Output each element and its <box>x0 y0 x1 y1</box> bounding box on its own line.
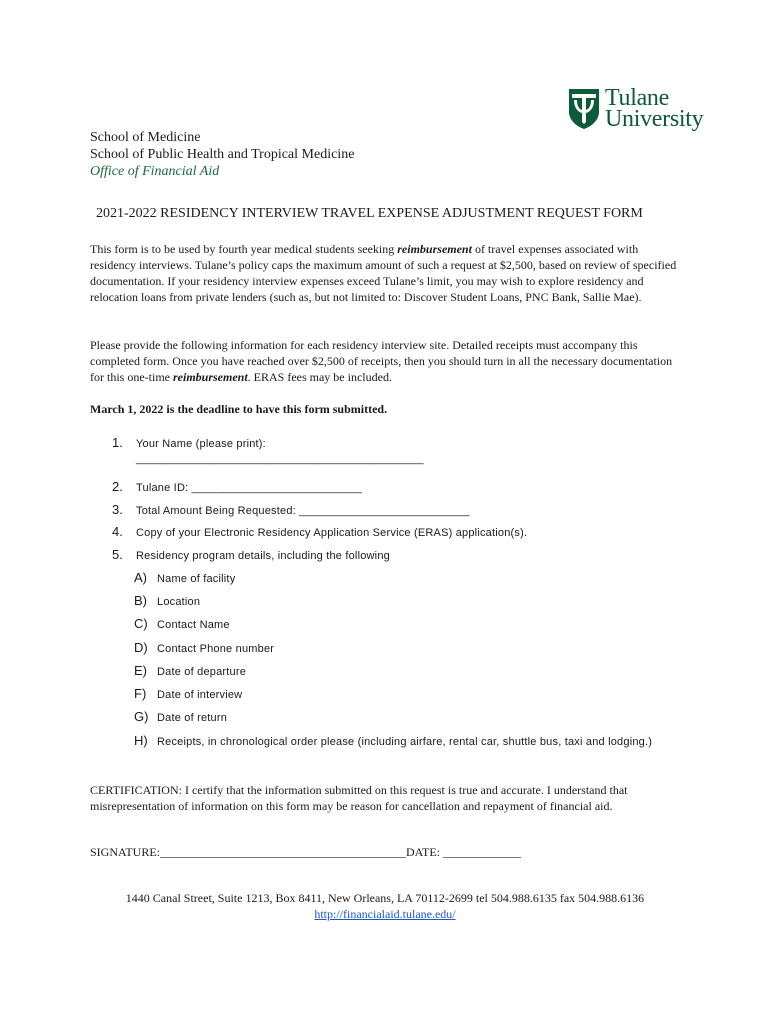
instructions-text-2: . ERAS fees may be included. <box>247 370 392 384</box>
school-header <box>90 129 354 180</box>
item-number: 4. <box>112 524 123 539</box>
list-item <box>112 479 362 494</box>
school-of-medicine: School of Medicine <box>90 130 201 145</box>
sub-item-letter: F) <box>134 686 147 701</box>
intro-text-1: This form is to be used by fourth year medical students seeking <box>90 242 398 256</box>
tulane-shield-icon <box>568 88 600 130</box>
sub-item-letter: A) <box>134 570 147 585</box>
instructions-paragraph <box>90 337 680 385</box>
sub-list-item <box>134 663 246 678</box>
certification-statement: CERTIFICATION: I certify that the information submitted on this request is true and accurate. I understand that misrepresentation of information on this form may be reason for cancellation and repayment of financial aid. <box>90 783 628 813</box>
sub-item-text: Name of facility <box>157 573 236 585</box>
sub-list-item <box>134 733 652 748</box>
sub-item-letter: D) <box>134 640 148 655</box>
list-item <box>112 547 390 562</box>
sub-item-text: Receipts, in chronological order please (including airfare, rental car, shuttle bus, taxi and lodging.) <box>157 736 653 748</box>
list-item <box>112 502 470 517</box>
school-of-public-health: School of Public Health and Tropical Medicine <box>90 147 355 162</box>
sub-item-letter: H) <box>134 733 148 748</box>
financial-aid-link[interactable]: http://financialaid.tulane.edu/ <box>314 907 456 921</box>
list-item <box>112 524 527 539</box>
office-of-financial-aid: Office of Financial Aid <box>90 164 220 179</box>
intro-text-2: of travel expenses associated with residency interviews. Tulane’s policy caps the maximum amount of such a request at $2,500, based on review of specified documentation. If your residency interview expenses exceed Tulane’s limit, you may wish to explore residency and relocation loans from private lenders (such as, but not limited to: Discover Student Loans, PNC Bank, Sallie Mae). <box>90 242 677 304</box>
sub-list-item <box>134 686 242 701</box>
tulane-logo <box>568 85 704 132</box>
sub-list-item <box>134 640 274 655</box>
name-blank-line: _______________________________________________ <box>136 453 424 465</box>
sub-item-text: Contact Name <box>157 619 230 631</box>
item-text: Total Amount Being Requested: ___________________________ <box>136 505 470 517</box>
item-text: Tulane ID: ___________________________ <box>136 482 363 494</box>
logo-line-university: University <box>605 106 704 132</box>
item-text: Your Name (please print): <box>136 438 266 450</box>
deadline-notice: March 1, 2022 is the deadline to have this form submitted. <box>90 402 388 416</box>
sub-list-item <box>134 616 230 631</box>
signature-date-line: SIGNATURE:_________________________________________DATE: _____________ <box>90 845 521 859</box>
intro-paragraph <box>90 241 680 305</box>
sub-item-text: Date of departure <box>157 666 247 678</box>
item-text: Residency program details, including the following <box>136 550 390 562</box>
sub-item-text: Date of interview <box>157 689 243 701</box>
sub-item-text: Location <box>157 596 201 608</box>
sub-list-item <box>134 570 235 585</box>
item-number: 3. <box>112 502 123 517</box>
footer <box>0 890 770 922</box>
sub-item-letter: E) <box>134 663 147 678</box>
item-number: 5. <box>112 547 123 562</box>
sub-list-item <box>134 709 227 724</box>
sub-item-letter: B) <box>134 593 147 608</box>
sub-item-text: Contact Phone number <box>157 643 275 655</box>
logo-wordmark <box>605 85 704 132</box>
form-title: 2021-2022 RESIDENCY INTERVIEW TRAVEL EXPENSE ADJUSTMENT REQUEST FORM <box>96 206 643 221</box>
intro-emphasis: reimbursement <box>397 242 472 256</box>
item-text: Copy of your Electronic Residency Application Service (ERAS) application(s). <box>136 527 528 539</box>
item-number: 1. <box>112 435 123 450</box>
sub-item-text: Date of return <box>157 712 228 724</box>
sub-list-item <box>134 593 200 608</box>
sub-item-letter: G) <box>134 709 149 724</box>
item-number: 2. <box>112 479 123 494</box>
sub-item-letter: C) <box>134 616 148 631</box>
footer-address: 1440 Canal Street, Suite 1213, Box 8411, New Orleans, LA 70112-2699 tel 504.988.6135 fax 504.988.6136 <box>125 891 645 905</box>
list-item <box>112 435 424 465</box>
instructions-emphasis: reimbursement <box>172 370 248 384</box>
instructions-text-1: Please provide the following information for each residency interview site. Detailed receipts must accompany this completed form. Once you have reached over $2,500 of receipts, then you should turn in all the necessary documentation for this one-time <box>90 338 673 384</box>
logo-line-tulane: Tulane <box>605 85 669 111</box>
